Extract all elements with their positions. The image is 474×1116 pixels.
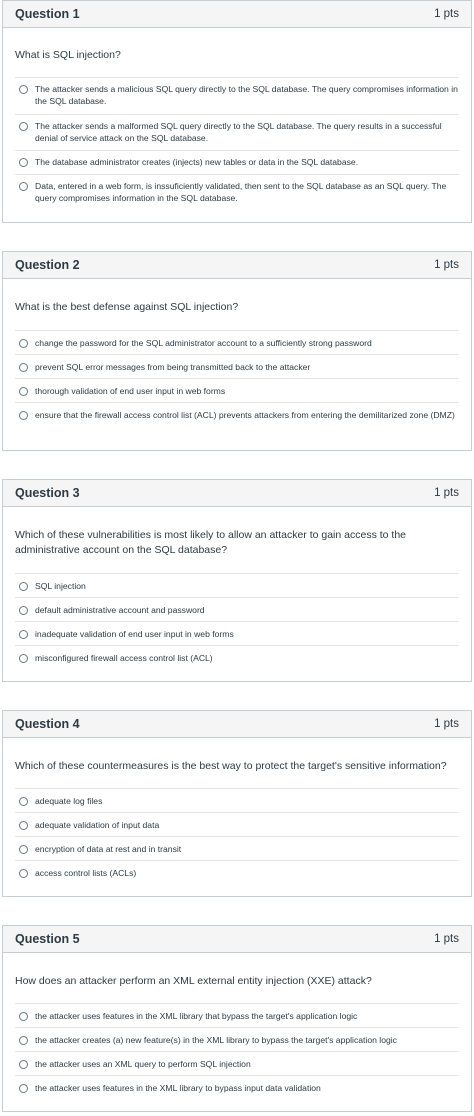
radio-button[interactable] [19,387,28,396]
question-points: 1 pts [434,718,459,730]
question-header [3,926,471,953]
radio-button[interactable] [19,122,28,131]
question-header [3,480,471,507]
question-card-3 [2,479,472,682]
question-card-2 [2,251,472,451]
answer-option[interactable] [15,860,459,891]
radio-button[interactable] [19,158,28,167]
answer-text: The attacker sends a malformed SQL query directly to the SQL database. The query results in a successful denial of service attack on the SQL database. [35,121,442,143]
question-points: 1 pts [434,933,459,945]
radio-button[interactable] [19,606,28,615]
radio-button[interactable] [19,654,28,663]
answer-text: the attacker uses features in the XML library to bypass input data validation [35,1083,321,1093]
radio-button[interactable] [19,797,28,806]
question-title: Question 3 [15,486,80,500]
answer-text: the attacker uses features in the XML library that bypass the target's application logic [35,1011,358,1021]
question-text: What is the best defense against SQL injection? [15,301,239,313]
question-title: Question 1 [15,7,80,21]
answer-option[interactable] [15,402,459,445]
radio-button[interactable] [19,1036,28,1045]
answer-text: ensure that the firewall access control list (ACL) prevents attackers from entering the demilitarized zone (DMZ) [35,410,455,420]
answer-text: the attacker creates (a) new feature(s) in the XML library to bypass the target's application logic [35,1035,397,1045]
radio-button[interactable] [19,845,28,854]
question-text: How does an attacker perform an XML external entity injection (XXE) attack? [15,975,372,987]
answer-text: SQL injection [35,581,86,591]
answer-text: default administrative account and password [35,605,205,615]
radio-button[interactable] [19,630,28,639]
radio-button[interactable] [19,582,28,591]
question-text: What is SQL injection? [15,49,121,61]
radio-button[interactable] [19,821,28,830]
question-points: 1 pts [434,487,459,499]
answer-option[interactable] [15,77,459,119]
answer-option[interactable] [15,645,459,676]
question-title: Question 5 [15,932,80,946]
question-header [3,711,471,738]
answer-text: The attacker sends a malicious SQL query directly to the SQL database. The query compromises information in the SQL database. [35,84,458,106]
question-title: Question 2 [15,258,80,272]
question-points: 1 pts [434,8,459,20]
radio-button[interactable] [19,182,28,191]
radio-button[interactable] [19,1012,28,1021]
answer-option[interactable] [15,174,459,216]
radio-button[interactable] [19,363,28,372]
question-points: 1 pts [434,259,459,271]
answer-text: the attacker uses an XML query to perform SQL injection [35,1059,251,1069]
question-header [3,252,471,279]
radio-button[interactable] [19,85,28,94]
question-card-5 [2,925,472,1112]
answer-text: prevent SQL error messages from being transmitted back to the attacker [35,362,311,372]
question-card-1 [2,0,472,223]
answer-text: encryption of data at rest and in transit [35,844,182,854]
answer-text: change the password for the SQL administrator account to a sufficiently strong password [35,338,372,348]
radio-button[interactable] [19,411,28,420]
answer-text: adequate log files [35,796,103,806]
answer-text: Data, entered in a web form, is inssuficiently validated, then sent to the SQL database as an SQL query. The query compromises information in the SQL database. [35,181,447,203]
answer-text: inadequate validation of end user input in web forms [35,629,234,639]
question-text: Which of these vulnerabilities is most likely to allow an attacker to gain access to the administrative account on the SQL database? [15,529,407,556]
answer-text: thorough validation of end user input in web forms [35,386,226,396]
question-text: Which of these countermeasures is the best way to protect the target's sensitive information? [15,760,447,772]
answer-text: adequate validation of input data [35,820,160,830]
radio-button[interactable] [19,339,28,348]
radio-button[interactable] [19,869,28,878]
radio-button[interactable] [19,1084,28,1093]
question-title: Question 4 [15,717,80,731]
answer-text: access control lists (ACLs) [35,868,137,878]
radio-button[interactable] [19,1060,28,1069]
answer-text: misconfigured firewall access control list (ACL) [35,653,213,663]
question-card-4 [2,710,472,897]
answer-option[interactable] [15,1075,459,1106]
question-header [3,1,471,28]
answer-text: The database administrator creates (injects) new tables or data in the SQL database. [35,157,359,167]
